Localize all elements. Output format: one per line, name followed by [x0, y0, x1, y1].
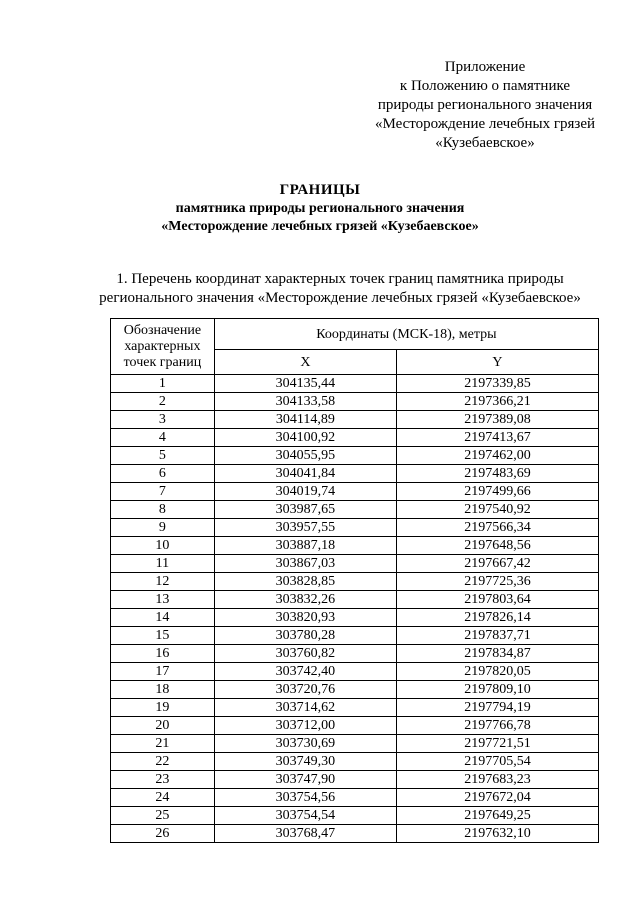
table-row	[111, 573, 599, 591]
point-number-cell: 17	[111, 663, 215, 681]
x-coordinate-cell: 303832,26	[214, 591, 396, 609]
table-row	[111, 645, 599, 663]
table-row	[111, 663, 599, 681]
point-number-cell: 4	[111, 429, 215, 447]
point-number-cell: 22	[111, 753, 215, 771]
x-coordinate-cell: 304135,44	[214, 375, 396, 393]
x-coordinate-cell: 303749,30	[214, 753, 396, 771]
x-coordinate-cell: 303867,03	[214, 555, 396, 573]
y-coordinate-cell: 2197540,92	[396, 501, 598, 519]
table-row	[111, 393, 599, 411]
y-coordinate-cell: 2197366,21	[396, 393, 598, 411]
x-coordinate-cell: 303754,54	[214, 807, 396, 825]
x-coordinate-cell: 303714,62	[214, 699, 396, 717]
y-coordinate-cell: 2197339,85	[396, 375, 598, 393]
point-number-cell: 3	[111, 411, 215, 429]
x-coordinate-cell: 304133,58	[214, 393, 396, 411]
title-heading: ГРАНИЦЫ	[279, 182, 361, 198]
point-number-cell: 25	[111, 807, 215, 825]
header-coordinates: Координаты (МСК-18), метры	[214, 319, 598, 350]
point-number-cell: 15	[111, 627, 215, 645]
y-coordinate-cell: 2197826,14	[396, 609, 598, 627]
y-coordinate-cell: 2197462,00	[396, 447, 598, 465]
table-row	[111, 447, 599, 465]
y-coordinate-cell: 2197483,69	[396, 465, 598, 483]
table-row	[111, 483, 599, 501]
table-row	[111, 789, 599, 807]
y-coordinate-cell: 2197837,71	[396, 627, 598, 645]
point-number-cell: 24	[111, 789, 215, 807]
point-number-cell: 12	[111, 573, 215, 591]
table-row	[111, 825, 599, 843]
point-number-cell: 23	[111, 771, 215, 789]
table-row	[111, 375, 599, 393]
x-coordinate-cell: 304100,92	[214, 429, 396, 447]
point-number-cell: 14	[111, 609, 215, 627]
x-coordinate-cell: 303730,69	[214, 735, 396, 753]
table-row	[111, 555, 599, 573]
intro-line-1: 1. Перечень координат характерных точек границ памятника природы	[116, 271, 564, 287]
table-row	[111, 519, 599, 537]
title-line-1: памятника природы регионального значения	[175, 201, 465, 216]
point-number-cell: 9	[111, 519, 215, 537]
y-coordinate-cell: 2197632,10	[396, 825, 598, 843]
x-coordinate-cell: 304114,89	[214, 411, 396, 429]
point-number-cell: 18	[111, 681, 215, 699]
y-coordinate-cell: 2197683,23	[396, 771, 598, 789]
table-row	[111, 771, 599, 789]
y-coordinate-cell: 2197809,10	[396, 681, 598, 699]
appendix-note	[330, 58, 640, 153]
y-coordinate-cell: 2197766,78	[396, 717, 598, 735]
appendix-line: к Положению о памятнике	[399, 78, 571, 94]
header-y: Y	[396, 350, 598, 375]
table-row	[111, 429, 599, 447]
point-number-cell: 13	[111, 591, 215, 609]
table-row	[111, 717, 599, 735]
point-number-cell: 2	[111, 393, 215, 411]
x-coordinate-cell: 303742,40	[214, 663, 396, 681]
coordinates-body	[111, 375, 599, 843]
point-number-cell: 26	[111, 825, 215, 843]
point-number-cell: 1	[111, 375, 215, 393]
table-row	[111, 465, 599, 483]
table-row	[111, 681, 599, 699]
table-row	[111, 807, 599, 825]
x-coordinate-cell: 303754,56	[214, 789, 396, 807]
appendix-line: «Кузебаевское»	[435, 135, 535, 151]
appendix-line: Приложение	[444, 59, 526, 75]
x-coordinate-cell: 303760,82	[214, 645, 396, 663]
intro-line-2: регионального значения «Месторождение лечебных грязей «Кузебаевское»	[99, 290, 581, 306]
y-coordinate-cell: 2197413,67	[396, 429, 598, 447]
appendix-line: «Месторождение лечебных грязей	[374, 116, 596, 132]
y-coordinate-cell: 2197721,51	[396, 735, 598, 753]
y-coordinate-cell: 2197834,87	[396, 645, 598, 663]
point-number-cell: 5	[111, 447, 215, 465]
table-row	[111, 609, 599, 627]
table-row	[111, 735, 599, 753]
y-coordinate-cell: 2197803,64	[396, 591, 598, 609]
point-number-cell: 11	[111, 555, 215, 573]
point-number-cell: 16	[111, 645, 215, 663]
point-number-cell: 6	[111, 465, 215, 483]
table-row	[111, 753, 599, 771]
point-number-cell: 19	[111, 699, 215, 717]
section-intro	[60, 270, 620, 308]
point-number-cell: 8	[111, 501, 215, 519]
x-coordinate-cell: 303780,28	[214, 627, 396, 645]
document-title	[0, 180, 640, 236]
y-coordinate-cell: 2197672,04	[396, 789, 598, 807]
x-coordinate-cell: 304055,95	[214, 447, 396, 465]
y-coordinate-cell: 2197566,34	[396, 519, 598, 537]
y-coordinate-cell: 2197649,25	[396, 807, 598, 825]
x-coordinate-cell: 303720,76	[214, 681, 396, 699]
x-coordinate-cell: 303712,00	[214, 717, 396, 735]
table-row	[111, 699, 599, 717]
coordinates-table	[110, 318, 599, 843]
y-coordinate-cell: 2197667,42	[396, 555, 598, 573]
point-number-cell: 20	[111, 717, 215, 735]
x-coordinate-cell: 303828,85	[214, 573, 396, 591]
y-coordinate-cell: 2197499,66	[396, 483, 598, 501]
point-number-cell: 7	[111, 483, 215, 501]
x-coordinate-cell: 303820,93	[214, 609, 396, 627]
x-coordinate-cell: 303768,47	[214, 825, 396, 843]
point-number-cell: 10	[111, 537, 215, 555]
x-coordinate-cell: 304041,84	[214, 465, 396, 483]
table-row	[111, 627, 599, 645]
y-coordinate-cell: 2197725,36	[396, 573, 598, 591]
x-coordinate-cell: 303957,55	[214, 519, 396, 537]
x-coordinate-cell: 304019,74	[214, 483, 396, 501]
appendix-line: природы регионального значения	[377, 97, 593, 113]
table-row	[111, 501, 599, 519]
table-row	[111, 591, 599, 609]
header-point-name: Обозначение характерных точек границ	[111, 319, 215, 375]
x-coordinate-cell: 303747,90	[214, 771, 396, 789]
x-coordinate-cell: 303987,65	[214, 501, 396, 519]
y-coordinate-cell: 2197648,56	[396, 537, 598, 555]
table-row	[111, 537, 599, 555]
y-coordinate-cell: 2197705,54	[396, 753, 598, 771]
table-row	[111, 411, 599, 429]
y-coordinate-cell: 2197389,08	[396, 411, 598, 429]
y-coordinate-cell: 2197820,05	[396, 663, 598, 681]
y-coordinate-cell: 2197794,19	[396, 699, 598, 717]
title-line-2: «Месторождение лечебных грязей «Кузебаевское»	[161, 219, 479, 234]
point-number-cell: 21	[111, 735, 215, 753]
header-x: X	[214, 350, 396, 375]
x-coordinate-cell: 303887,18	[214, 537, 396, 555]
